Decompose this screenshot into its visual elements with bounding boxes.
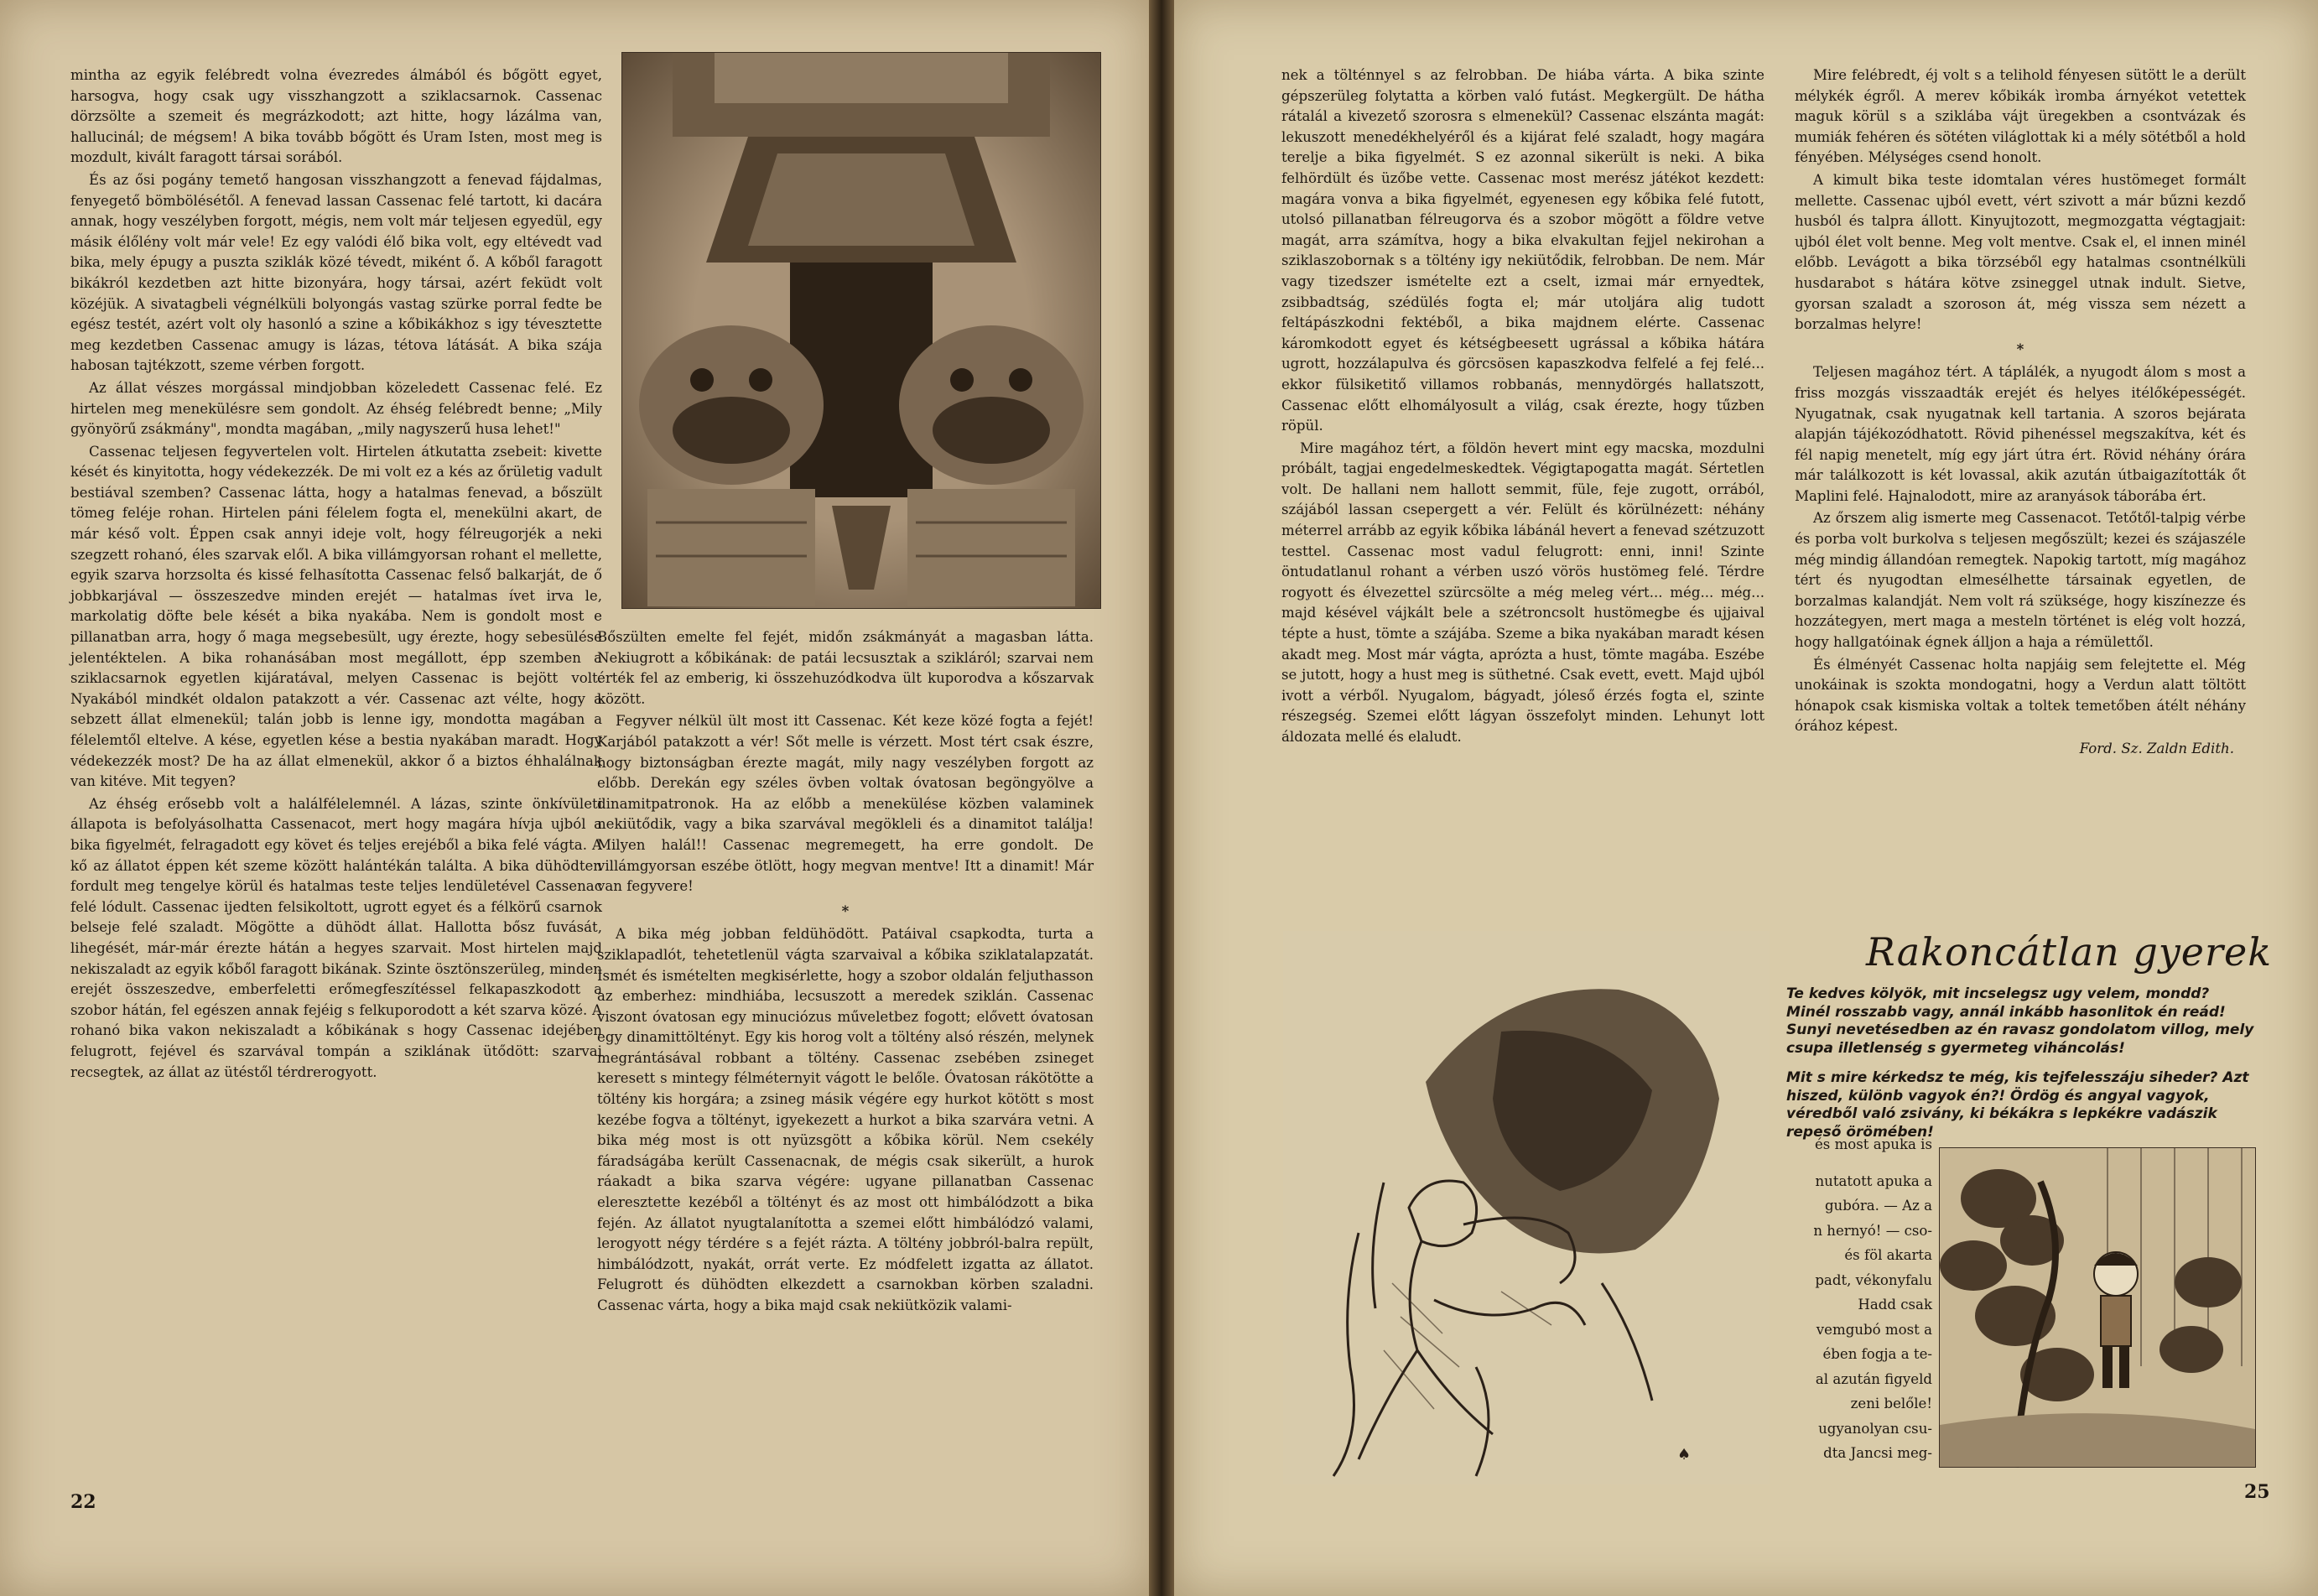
stone-bull-photograph — [621, 52, 1101, 609]
fragment-line: padt, vékonyfalu — [1815, 1271, 1932, 1288]
fragment-line: n hernyó! — cso- — [1813, 1222, 1932, 1239]
fragment-line: és föl akarta — [1844, 1247, 1932, 1263]
left-column-1 — [70, 65, 602, 1458]
fragment-line: Hadd csak — [1858, 1297, 1932, 1313]
right-column-1 — [1281, 65, 1764, 907]
fragment-line: dta Jancsi meg- — [1823, 1445, 1932, 1461]
paragraph: Fegyver nélkül ült most itt Cassenac. Két keze közé fogta a fejét! Karjából patakzott a vér! Sőt melle is vérzett. Most tért csak észre, hogy biztonságban érezte magát, mily nagy veszélyben forgott az előbb. Derekán egy széles övben voltak óvatosan begöngyölve a dinamitpatronok. Ha az előbb a menekülése közben valaminek nekiütődik, vagy a bika szarvával megökleli és a dinamitot találja! Milyen halál!! Cassenac megremegett, ha erre gondolt. De villámgyorsan eszébe ötlött, hogy megvan mentve! Itt a dinamit! Már van fegyvere! — [597, 713, 1094, 895]
poem-stanza: Mit s mire kérkedsz te még, kis tejfelesszáju siheder? Azt hiszed, különb vagyok én?! Ördög és angyal vagyok, véredből való zsivány, ki békákra s lepkékre vadászik repeső örömében! — [1786, 1069, 2249, 1141]
fragment-line: ében fogja a te- — [1822, 1346, 1932, 1362]
paragraph: Cassenac teljesen fegyvertelen volt. Hirtelen átkutatta zsebeit: kivette kését és kinyitotta, hogy védekezzék. De mi volt ez a kés az őrületig vadult bestiával szemben? Cassenac látta, hogy a hatalmas fenevad, a bőszült tömeg feléje rohan. Hirtelen páni félelem fogta el, menekülni akart, de már késő volt. Éppen csak annyi ideje volt, hogy félreugorjék a neki szegzett rohanó, éles szarvak elől. A bika villámgyorsan rohant el mellette, egyik szarva horzsolta és kissé felhasította Cassenac felső balkarját, de ő jobbkarjával — összeszedve minden erejét — hatalmas ívet irva le, markolatig döfte bele kését a bika nyakába. Nem is gondolt most e pillanatban arra, hogy ő maga megsebesült, ugy érezte, hogy sebesülése jelentéktelen. A bika rohanásában most megállott, épp szemben a sziklacsarnok egyetlen kijáratával, melyen Cassenac is bejött volt. Nyakából mindkét oldalon patakzott a vér. Cassenac azt vélte, hogy a sebzett állat elmenekül; talán jobb is lenne igy, mondotta magában a félelemtől eltelve. A kése, egyetlen kése a bestia nyakában maradt. Hogy védekezzék most? De ha az állat elmenekül, akkor ő a biztos éhhalálnak van kitéve. Mit tegyen? — [70, 443, 602, 790]
child-illustration-graphic — [1940, 1148, 2255, 1467]
paragraph: Mire felébredt, éj volt s a telihold fényesen sütött le a derült mélykék égről. A merev kőbikák ìromba árnyékot vetettek maguk körül s a sziklába vájt üregekben a csontvázak és mumiák fehéren és sötéten világlottak ki a mély sötétből a hold fényében. Mélységes csend honolt. — [1795, 67, 2246, 166]
fragment-line: vemgubó most a — [1816, 1321, 1932, 1338]
stone-bull-photograph-graphic — [622, 53, 1100, 608]
paragraph: Teljesen magához tért. A táplálék, a nyugodt álom s most a friss mozgás visszaadták erejét és helyes itélőképességét. Nyugatnak, csak nyugatnak kell tartania. A szoros bejárata alapján tájékozódhatott. Rövid pihenéssel megszakítva, két és fél napig menetelt, míg egy járt útra ért. Rövid néhány órára már találkozott is két lovassal, akik azután útbaigazították őt Maplini felé. Hajnalodott, mire az aranyások táborába ért. — [1795, 364, 2246, 504]
paragraph: A bika még jobban feldühödött. Patáival csapkodta, turta a sziklapadlót, tehetetlenül vágta szarvaival a kőbika sziklatalapzatát. Ismét és ismételten megkisérlette, hogy a szobor oldalán feljuthasson az emberhez: mindhiába, lecsuszott a meredek sziklán. Cassenac viszont óvatosan egy minuciózus műveletbez fogott; elővett óvatosan egy dinamittöltényt. Egy kis horog volt a töltény alsó részén, melynek megrántásával robbant a töltény. Cassenac zsebében zsineget keresett s mintegy félméternyit vágott le belőle. Óvatosan rákötötte a töltény kis horgára; a zsineg másik végére egy hurkot kötött s most kezébe fogva a töltényt, igyekezett a hurkot a bika szarvára vetni. A bika még most is ott nyüzsgött a kőbika körül. Nem csekély fáradságába került Cassenacnak, de mégis csak sikerült, a hurok ráakadt a bika szarva végére: ugyane pillanatban Cassenac eleresztette kezéből a töltényt és az most ott himbálódzott a bika fején. Az állatot nyugtalanította a szemei előtt himbálódzó valami, lerogyott négy térdére s a fejét rázta. A töltény jobbról-balra repült, himbálódzott, nyakát, orrát verte. Ez módfelett izgatta az állatot. Felugrott és dühödten elkezdett a csarnokban körben szaladni. Cassenac várta, hogy a bika majd csak nekiütközik valami- — [597, 926, 1094, 1313]
paragraph: A kimult bika teste idomtalan véres hustömeget formált mellette. Cassenac ujból evett, vért szivott a már bűzni kezdő husból és talpra állott. Kinyujtozott, megmozgatta végtagjait: ujból élet volt benne. Meg volt mentve. Csak el, el innen minél előbb. Levágott a bika törzséből egy hatalmas csontnélküli husdarabot s hátára kötve zsineggel utnak indult. Sietve, gyorsan szaladt a szoroson át, még vissza sem nézett a borzalmas helyre! — [1795, 171, 2246, 333]
left-column-2 — [597, 627, 1094, 1500]
paragraph: És élményét Cassenac holta napjáig sem felejtette el. Még unokáinak is szokta mondogatni, hogy a Verdun alatt töltött hónapok csak kismiska voltak a toltek temetőben átélt néhány órához képest. — [1795, 656, 2246, 735]
book-gutter — [1149, 0, 1174, 1596]
fragment-line: ugyanolyan csu- — [1818, 1420, 1932, 1437]
fragment-line: gubóra. — Az a — [1824, 1198, 1932, 1214]
charcoal-sketch-graphic — [1283, 931, 1770, 1484]
charcoal-sketch-illustration — [1283, 931, 1770, 1484]
poem-stanza: Te kedves kölyök, mit incselegsz ugy velem, mondd? Minél rosszabb vagy, annál inkább hasonlitok én reád! Sunyi nevetésedben az én ravasz gondolatom villog, mely csupa illetlenség s gyermeteg viháncolás! — [1786, 985, 2254, 1057]
fragment-line: és most apuka is — [1814, 1136, 1932, 1152]
artist-mark: ♠ — [1677, 1446, 1692, 1463]
paragraph: Az őrszem alig ismerte meg Cassenacot. Tetőtől-talpig vérbe és porba volt burkolva s teljesen megőszült; kezei és szájaszéle még mindig állandóan remegtek. Napokig tartott, míg magához tért és nyugodtan elmesélhette társainak egyetlen, de borzalmas kalandját. Nem volt rá szüksége, hogy kiszínezze és hozzátegyen, mert maga a mesteln történet is elég volt hozzá, hogy hallgatóinak égnek álljon a haja a rémülettől. — [1795, 510, 2246, 651]
paragraph: nek a tölténnyel s az felrobban. De hiába várta. A bika szinte gépszerüleg folytatta a körben való futást. Megkergült. De hátha rátalál a kivezető szorosra s elmenekül? Cassenac elszánta magát: lekuszott menedékhelyéről és a kijárat felé szaladt, hogy magára terelje a bika figyelmét. S ez azonnal sikerült is neki. A bika felhördült és üzőbe vette. Cassenac most merész játékot kezdett: magára vonva a bika figyelmét, egyenesen egy kőbika felé futott, utolsó pillanatban félreugorva és a szobor mögött a földre vetve magát, arra számítva, hogy a bika elvakultan fejjel nekirohan a sziklaszobornak s a töltény igy nekiütődik, felrobban. De nem. Már vagy tizedszer ismételte ezt a cselt, izmai már ernyedtek, zsibbadtság, szédülés fogta el; már utoljára alig tudott feltápászkodni fektéből, a bika majdnem elérte. Cassenac káromkodott egyet és kétségbeesett ugrással a kőbika hátára ugrott, hozzálapulva és görcsösen kapaszkodva felfelé a fej felé... ekkor fülsiketitő villamos robbanás, mennydörgés hallatszott, Cassenac előtt elhomályosult a világ, csak érezte, hogy tűzben röpül. — [1281, 67, 1764, 434]
section-break-asterisk: * — [841, 902, 850, 919]
paragraph: Az éhség erősebb volt a halálfélelemnél. A lázas, szinte önkívületi állapota is befolyásolhatta Cassenacot, mert hogy magára hívja ujból a bika figyelmét, felragadott egy követ és teljes erejéből a bika felé vágta. A kő az állatot éppen két szeme között halántékán találta. A bika dühödten fordult meg tengelye körül és hatalmas teste teljes lendületével Cassenac felé lódult. Cassenac ijedten felsikoltott, ugrott egyet és a félkörű csarnok belseje felé szaladt. Mögötte a dühödt állat. Hallotta bősz fuvását, lihegését, már-már érezte hátán a hegyes szarvait. Most hirtelen majd nekiszaladt az egyik kőből faragott bikának. Szinte ösztönszerüleg, minden erejét összeszedve, emberfeletti erőmegfeszítéssel felkapaszkodott a szobor hátán, fel egészen annak fejéig s felkuporodott a két szarva közé. A rohanó bika vakon nekiszaladt a kőbikának s hogy Cassenac idejében felugrott, fejével és szarvával tompán a sziklának ütődött: szarvai recsegtek, az állat az ütéstől térdrerogyott. — [70, 795, 602, 1080]
paragraph: mintha az egyik felébredt volna évezredes álmából és bőgött egyet, harsogva, hogy csak ugy visszhangzott a sziklacsarnok. Cassenac dörzsölte a szemeit és megrázkodott; azt hitte, hogy lázálma van, hallucinál; de mégsem! A bika tovább bőgött és Uram Isten, most meg is mozdult, kivált faragott társai sorából. — [70, 67, 602, 166]
poem-title: Rakoncátlan gyerek — [1866, 929, 2273, 975]
page-number-right: 25 — [2244, 1481, 2270, 1503]
page-number-left: 22 — [70, 1491, 96, 1513]
paragraph: Mire magához tért, a földön hevert mint egy macska, mozdulni próbált, tagjai engedelmeskedtek. Végigtapogatta magát. Sértetlen volt. De hallani nem hallott semmit, füle, feje zugott, orrából, szájából lassan csepergett a vér. Felült és körülnézett: néhány méterrel arrább az egyik kőbika lábánál hevert a fenevad szétzuzott testtel. Cassenac most vadul felugrott: enni, inni! Szinte öntudatlanul rohant a vérben uszó vörös hustömeg felé. Térdre rogyott és élvezettel szürcsölte a még meleg vért... még... még... majd késével vájkált bele a szétroncsolt hustömegbe és ujjaival tépte a hust, tömte a szájába. Szeme a bika nyakában maradt késen akadt meg. Most már vágta, aprózta a hust, tömte magába. Eszébe se jutott, hogy a hust meg is süthetné. Csak evett, evett. Majd ujból ivott a vérből. Nyugalom, bágyadt, jóleső érzés fogta el, szinte részegség. Szemei előtt lágyan összefolyt minden. Lehunyt lott áldozata mellé és elaludt. — [1281, 439, 1764, 745]
paragraph: Az állat vészes morgással mindjobban közeledett Cassenac felé. Ez hirtelen meg menekülésre sem gondolt. Az éhség felébredt benne; „Mily gyönyörű zsákmány", mondta magában, „mily nagyszerű husa lehet!" — [70, 379, 602, 438]
paragraph: És az ősi pogány temető hangosan visszhangzott a fenevad fájdalmas, fenyegető bömbölésétől. A fenevad lassan Cassenac felé tartott, ki dacára annak, hogy veszélyben forgott, mégis, nem volt már teljesen egyedül, egy másik élőlény volt már vele! Ez egy valódi élő bika volt, egy eltévedt vad bika, mely épugy a puszta sziklák közé tévedt, miként ő. A kőből faragott bikákról kezdetben azt hitte bizonyára, hogy társai, azért feküdt volt közéjük. A sivatagbeli végnélküli bolyongás vastag szürke porral fedte be egész testét, azért volt oly hasonló a szine a kőbikákhoz s igy tévesztette meg kezdetben Cassenac amugy is lázas, tétova látását. A bika szája habosan tajtékzott, szeme vérben forgott. — [70, 171, 602, 374]
fragment-line: al azután figyeld — [1815, 1370, 1932, 1387]
child-with-tree-illustration — [1939, 1147, 2256, 1468]
cut-off-story-fragment — [1775, 1132, 1932, 1484]
paragraph: Bőszülten emelte fel fejét, midőn zsákmányát a magasban látta. Nekiugrott a kőbikának: de patái lecsusztak a szikláról; szarvai nem érték fel az emberig, ki összehuzódkodva ült kuporodva a kőszarvak között. — [597, 629, 1094, 707]
translator-credit: Ford. Sz. Zaldn Edith. — [2079, 741, 2234, 756]
fragment-line: nutatott apuka a — [1815, 1172, 1932, 1189]
right-column-2 — [1795, 65, 2246, 887]
section-break-asterisk: * — [2016, 340, 2024, 357]
fragment-line: zeni belőle! — [1850, 1396, 1932, 1411]
